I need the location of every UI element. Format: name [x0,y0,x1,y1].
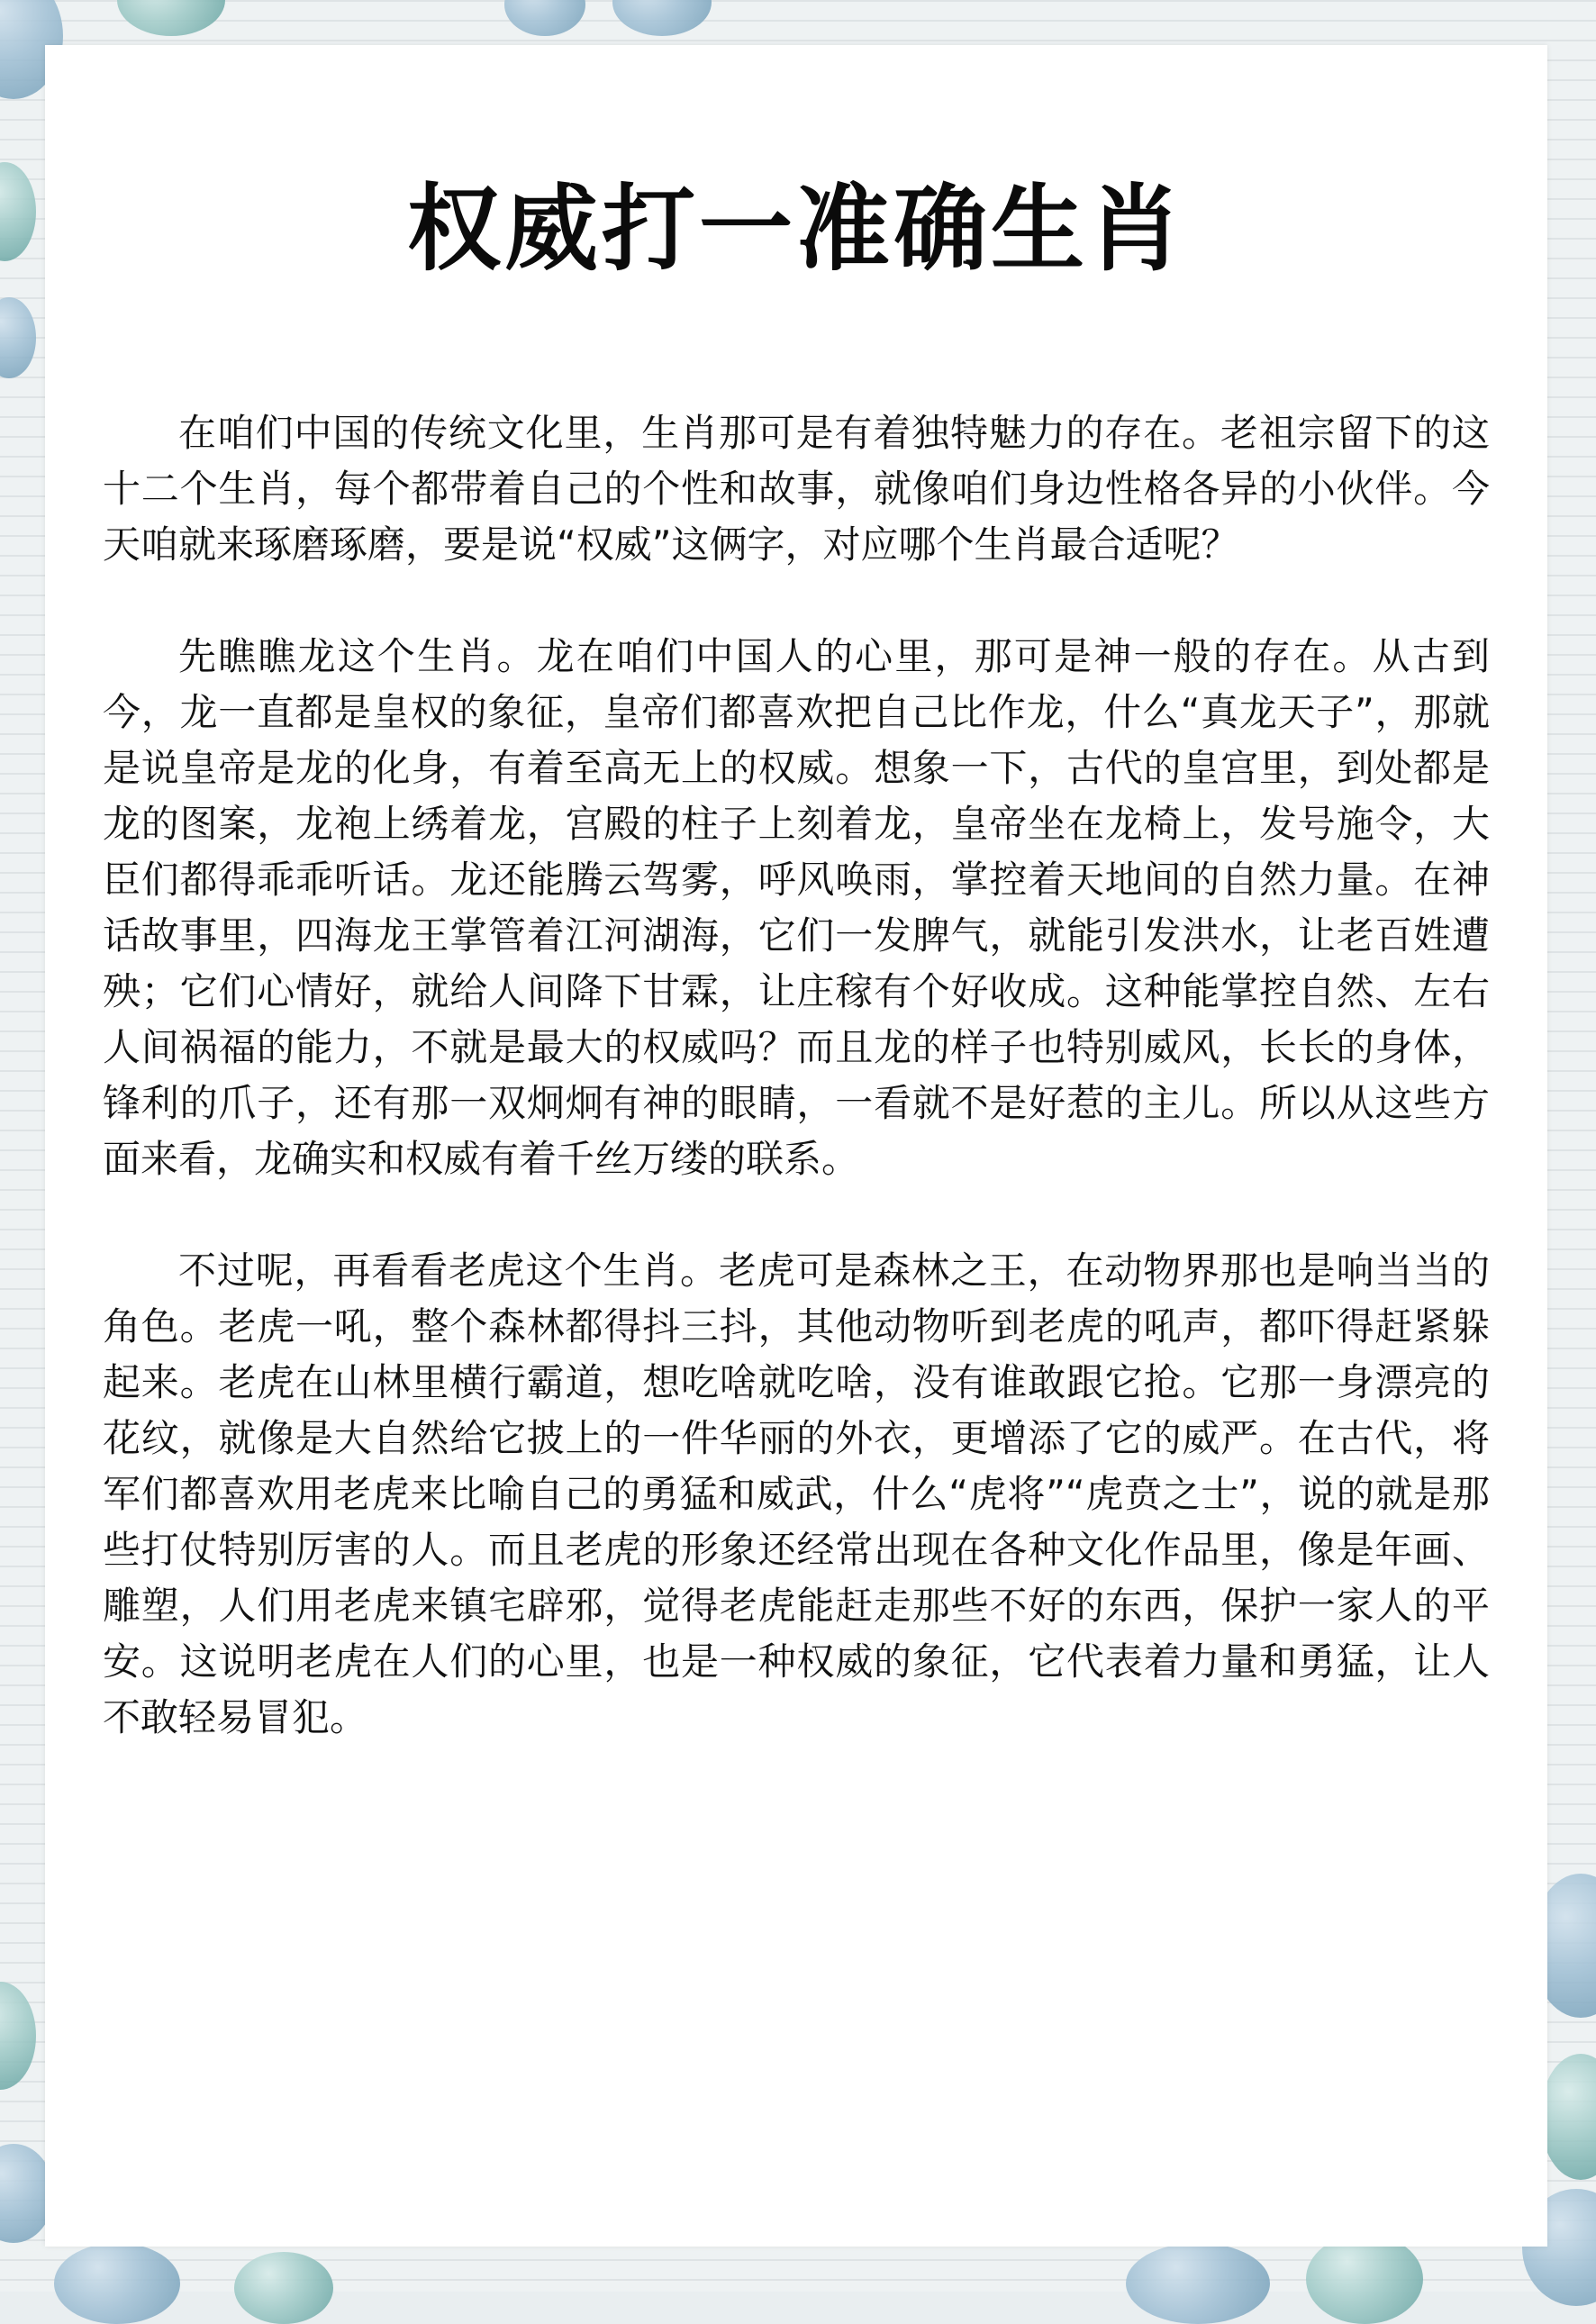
decorative-blob [1126,2243,1270,2324]
article-paragraph: 不过呢，再看看老虎这个生肖。老虎可是森林之王，在动物界那也是响当当的角色。老虎一吼，整个森林都得抖三抖，其他动物听到老虎的吼声，都吓得赶紧躲起来。老虎在山林里横行霸道，想吃啥就吃啥，没有谁敢跟它抢。它那一身漂亮的花纹，就像是大自然给它披上的一件华丽的外衣，更增添了它的威严。在古代，将军们都喜欢用老虎来比喻自己的勇猛和威武，什么“虎将”“虎贲之士”，说的就是那些打仗特别厉害的人。而且老虎的形象还经常出现在各种文化作品里，像是年画、雕塑，人们用老虎来镇宅辟邪，觉得老虎能赶走那些不好的东西，保护一家人的平安。这说明老虎在人们的心里，也是一种权威的象征，它代表着力量和勇猛，让人不敢轻易冒犯。 [103,1248,1490,1739]
article-page [45,45,1547,2247]
decorative-blob [1306,2234,1423,2324]
article-paragraph: 在咱们中国的传统文化里，生肖那可是有着独特魅力的存在。老祖宗留下的这十二个生肖，每个都带着自己的个性和故事，就像咱们身边性格各异的小伙伴。今天咱就来琢磨琢磨，要是说“权威”这俩字，对应哪个生肖最合适呢？ [103,411,1490,567]
article-title: 权威打一准确生肖 [406,174,1185,284]
decorative-blob [54,2243,180,2324]
decorative-blob [234,2252,333,2324]
article-body [103,405,1490,1802]
article-paragraph: 先瞧瞧龙这个生肖。龙在咱们中国人的心里，那可是神一般的存在。从古到今，龙一直都是皇权的象征，皇帝们都喜欢把自己比作龙，什么“真龙天子”，那就是说皇帝是龙的化身，有着至高无上的权威。想象一下，古代的皇宫里，到处都是龙的图案，龙袍上绣着龙，宫殿的柱子上刻着龙，皇帝坐在龙椅上，发号施令，大臣们都得乖乖听话。龙还能腾云驾雾，呼风唤雨，掌控着天地间的自然力量。在神话故事里，四海龙王掌管着江河湖海，它们一发脾气，就能引发洪水，让老百姓遭殃；它们心情好，就给人间降下甘霖，让庄稼有个好收成。这种能掌控自然、左右人间祸福的能力，不就是最大的权威吗？而且龙的样子也特别威风，长长的身体，锋利的爪子，还有那一双炯炯有神的眼睛，一看就不是好惹的主儿。所以从这些方面来看，龙确实和权威有着千丝万缕的联系。 [103,634,1490,1181]
